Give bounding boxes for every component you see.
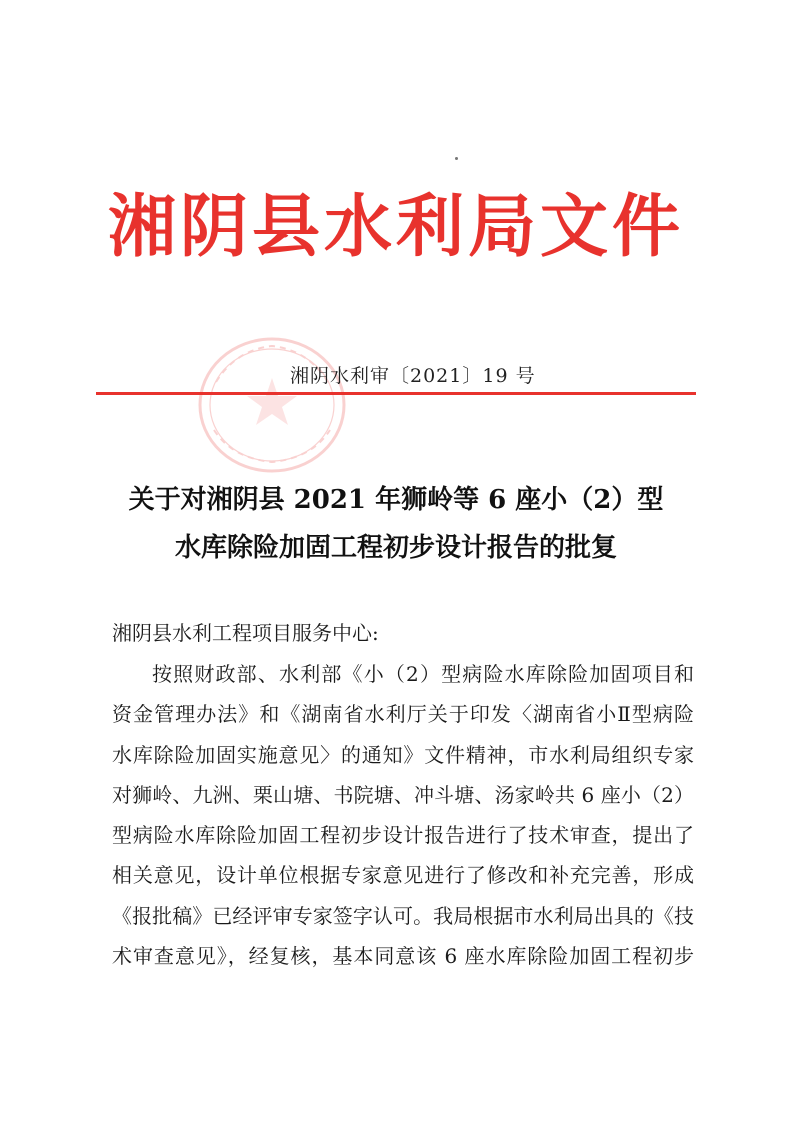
- title-line: 水库除险加固工程初步设计报告的批复: [174, 533, 617, 563]
- body-line: 按照财政部、水利部《小（2）型病险水库除险加固项目和: [152, 662, 694, 686]
- body-line: 水库除险加固实施意见〉的通知》文件精神，市水利局组织专家: [112, 742, 694, 767]
- scan-speck: [455, 157, 458, 160]
- body-paragraph: [112, 654, 694, 976]
- document-number: 湘阴水利审〔2021〕19 号: [290, 365, 536, 387]
- masthead-title: 湘阴县水利局文件: [107, 188, 684, 267]
- title-line: 关于对湘阴县 2021 年狮岭等 6 座小（2）型: [128, 485, 664, 515]
- red-divider-line: [96, 392, 696, 395]
- body-line: 相关意见，设计单位根据专家意见进行了修改和补充完善，形成: [112, 863, 694, 888]
- body-line: 资金管理办法》和《湖南省水利厅关于印发〈湖南省小Ⅱ型病险: [112, 702, 694, 727]
- body-line: 对狮岭、九洲、栗山塘、书院塘、冲斗塘、汤家岭共 6 座小（2）: [112, 782, 694, 807]
- body-line: 《报批稿》已经评审专家签字认可。我局根据市水利局出具的《技: [112, 903, 694, 928]
- addressee-line: 湘阴县水利工程项目服务中心:: [112, 621, 379, 645]
- body-line: 术审查意见》，经复核，基本同意该 6 座水库除险加固工程初步: [112, 944, 694, 969]
- faded-red-official-seal-icon: [192, 330, 352, 480]
- document-title: [96, 476, 696, 572]
- body-line: 型病险水库除险加固工程初步设计报告进行了技术审查，提出了: [112, 823, 694, 848]
